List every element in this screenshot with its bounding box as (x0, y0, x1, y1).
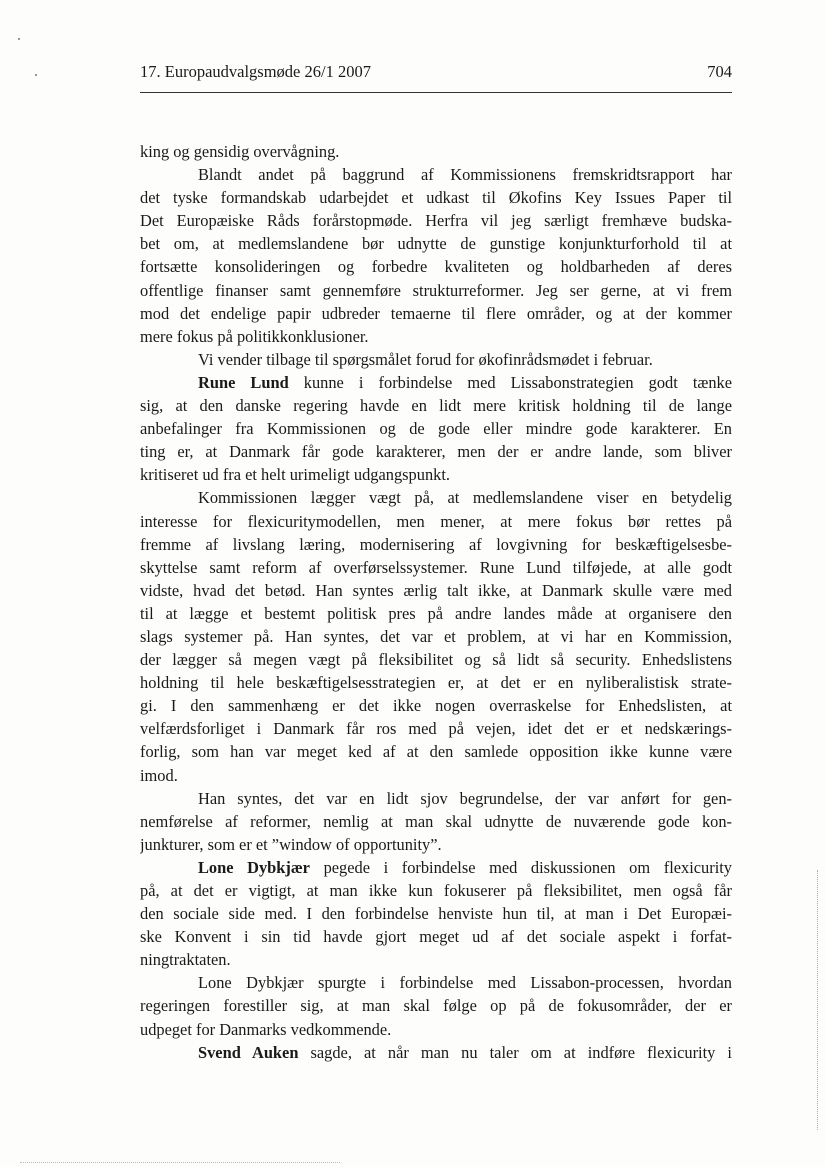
text-line: velfærdsforliget i Danmark får ros med på vejen, idet det er et nedskærings- (140, 719, 732, 739)
text-line: holdning til hele beskæftigelsesstrategien er, at det er en nyliberalistisk strate- (140, 673, 732, 693)
header-rule (140, 92, 732, 93)
text-line: der lægger så megen vægt på fleksibilitet og så lidt så security. Enhedslistens (140, 650, 732, 670)
page-number: 704 (707, 62, 732, 81)
text-line: forlig, som han var meget ked af at den samlede opposition ikke kunne være (140, 742, 732, 762)
text-line: mere fokus på politikkonklusioner. (140, 326, 369, 346)
text-line: det tyske formandskab udarbejdet et udkast til Økofins Key Issues Paper til (140, 188, 732, 208)
speaker-name: Rune Lund (198, 372, 289, 392)
text-line: Vi vender tilbage til spørgsmålet forud for økofinrådsmødet i februar. (198, 349, 653, 369)
text-line (140, 856, 732, 879)
header-title: 17. Europaudvalgsmøde 26/1 2007 (140, 62, 371, 81)
scan-speck (35, 74, 37, 76)
scan-speck (18, 38, 20, 40)
text-line: king og gensidig overvågning. (140, 142, 340, 161)
line-rest: pegede i forbindelse med diskussionen om flexicurity (309, 857, 732, 877)
text-line: ske Konvent i sin tid havde gjort meget ud af det sociale aspekt i forfat- (140, 927, 732, 947)
line-rest: sagde, at når man nu taler om at indføre flexicurity i (298, 1042, 732, 1062)
text-line: anbefalinger fra Kommissionen og de gode eller mindre gode karakterer. En (140, 419, 732, 439)
text-line: gi. I den sammenhæng er det ikke nogen overraskelse for Enhedslisten, at (140, 696, 732, 716)
body-text (140, 140, 732, 1064)
text-line: bet om, at medlemslandene bør udnytte de gunstige konjunkturforhold til at (140, 234, 732, 254)
text-line: junkturer, som er et ”window of opportunity”. (140, 834, 442, 854)
text-line (140, 371, 732, 394)
scan-bottom-mark (20, 1162, 340, 1163)
text-line: sig, at den danske regering havde en lidt mere kritisk holdning til de lange (140, 396, 732, 416)
text-line (140, 1041, 732, 1064)
text-line: fortsætte konsolideringen og forbedre kvaliteten og holdbarheden af deres (140, 257, 732, 277)
text-line: ting er, at Danmark får gode karakterer, men der er andre lande, som bliver (140, 442, 732, 462)
text-line: Det Europæiske Råds forårstopmøde. Herfra vil jeg særligt fremhæve budska- (140, 211, 732, 231)
text-line: ningtraktaten. (140, 950, 231, 970)
text-line: Han syntes, det var en lidt sjov begrundelse, der var anført for gen- (198, 788, 732, 808)
text-line: kritiseret ud fra et helt urimeligt udgangspunkt. (140, 465, 450, 485)
text-line: interesse for flexicuritymodellen, men mener, at mere fokus bør rettes på (140, 511, 732, 531)
text-line: vidste, hvad det betød. Han syntes ærlig talt ikke, at Danmark skulle være med (140, 580, 732, 600)
text-line: udpeget for Danmarks vedkommende. (140, 1019, 392, 1039)
scan-edge-mark (817, 870, 819, 1130)
speaker-name: Svend Auken (198, 1042, 299, 1062)
text-line: regeringen forestiller sig, at man skal følge op på de fokusområder, der er (140, 996, 732, 1016)
text-line: mod det endelige papir udbreder temaerne til flere områder, og at der kommer (140, 303, 732, 323)
text-line: Kommissionen lægger vægt på, at medlemslandene viser en betydelig (198, 488, 732, 508)
speaker-name: Lone Dybkjær (198, 857, 310, 877)
text-line: til at lægge et bestemt politisk pres på andre landes måde at organisere den (140, 603, 732, 623)
running-header (140, 62, 732, 84)
text-line: nemførelse af reformer, nemlig at man skal udnytte de nuværende gode kon- (140, 811, 732, 831)
text-line: slags systemer på. Han syntes, det var et problem, at vi har en Kommission, (140, 626, 732, 646)
text-line: på, at det er vigtigt, at man ikke kun fokuserer på fleksibilitet, men også får (140, 881, 732, 900)
text-line: Blandt andet på baggrund af Kommissionens fremskridtsrapport har (198, 165, 732, 185)
line-rest: kunne i forbindelse med Lissabonstrategien godt tænke (288, 372, 732, 392)
text-line: skyttelse samt reform af overførselssystemer. Rune Lund tilføjede, at alle godt (140, 557, 732, 577)
text-line: fremme af livslang læring, modernisering af lovgivning for beskæftigelsesbe- (140, 534, 732, 554)
text-line: imod. (140, 765, 178, 785)
text-line: Lone Dybkjær spurgte i forbindelse med Lissabon-processen, hvordan (198, 973, 732, 993)
text-line: offentlige finanser samt gennemføre strukturreformer. Jeg ser gerne, at vi frem (140, 280, 732, 300)
text-line: den sociale side med. I den forbindelse henviste hun til, at man i Det Europæi- (140, 904, 732, 924)
